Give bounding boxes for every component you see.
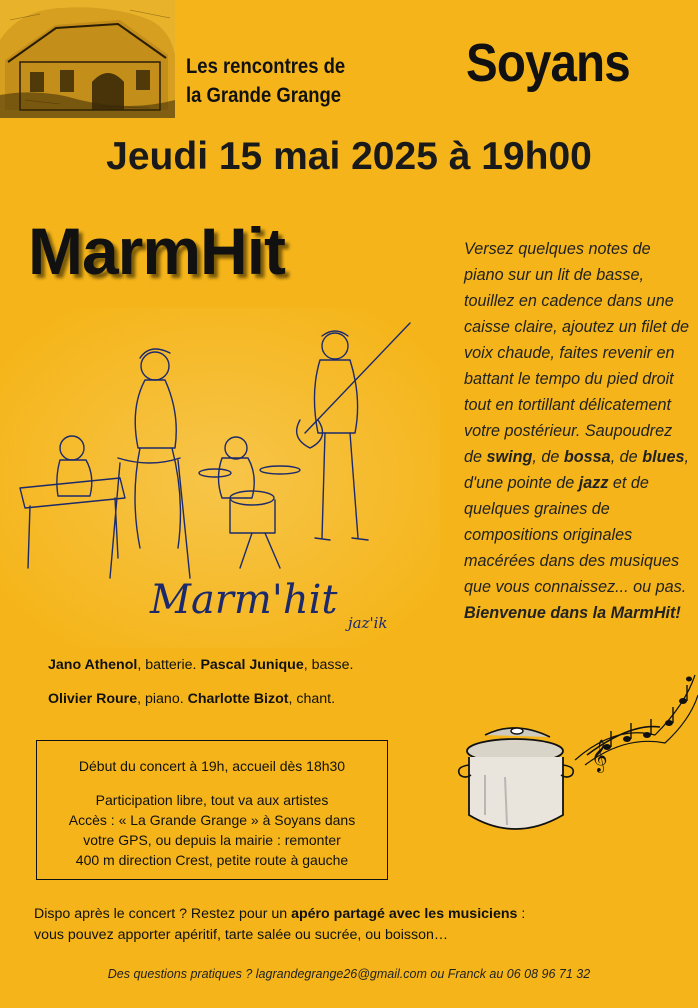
cooking-pot-music-notes-illustration [455,665,698,855]
desc-blues: blues [642,448,685,466]
apero-bold: apéro partagé avec les musiciens [291,906,518,922]
info-access-1: Accès : « La Grande Grange » à Soyans dans [68,812,356,828]
info-participation: Participation libre, tout va aux artistes [95,792,329,808]
pot-icon [459,728,574,829]
logo-script: Marm'hit [150,577,338,623]
desc-swing: swing [486,448,533,466]
desc-part2: et de quelques graines de compositions originales macérées dans des musiques que vous connaissez... ou pas. [464,474,687,596]
barn-illustration [0,0,175,118]
musician-name: Pascal Junique [200,657,304,673]
venue-line-1: Les rencontres de [186,55,346,78]
venue-title [186,52,345,110]
band-description [464,236,692,626]
band-drawing [0,308,440,648]
town-name: Soyans [466,33,630,93]
apero-pre: Dispo après le concert ? Restez pour un [34,906,292,922]
musician-role: , chant. [288,691,336,707]
info-access-3: 400 m direction Crest, petite route à gauche [75,852,349,868]
music-notes-icon [603,677,692,751]
contact-line: Des questions pratiques ? lagrandegrange26@gmail.com ou Franck au 06 08 96 71 32 [107,967,591,981]
desc-sep3: , d'une pointe de [464,448,689,492]
musician-role: , piano. [137,691,188,707]
logo-sub: jaz'ik [348,614,388,632]
musicians-line-1 [48,657,353,673]
info-access-2: votre GPS, ou depuis la mairie : remonter [83,832,341,848]
treble-clef-icon: 𝄞 [591,739,608,772]
venue-line-2: la Grande Grange [186,84,342,107]
apero-notice [34,904,674,946]
musician-name: Olivier Roure [48,691,138,707]
apero-post: : [517,906,526,922]
musician-role: , batterie. [137,657,201,673]
info-start-time: Début du concert à 19h, accueil dès 18h30 [78,758,346,774]
desc-sep1: , de [532,448,564,466]
musicians-line-2 [48,691,335,707]
apero-line-2: vous pouvez apporter apéritif, tarte salée ou sucrée, ou boisson… [34,927,449,943]
musician-name: Jano Athenol [48,657,138,673]
desc-sep2: , de [610,448,643,466]
musician-name: Charlotte Bizot [187,691,289,707]
desc-jazz: jazz [578,474,609,492]
practical-info-box [36,740,388,880]
event-date: Jeudi 15 mai 2025 à 19h00 [106,135,592,178]
desc-bossa: bossa [563,448,611,466]
desc-part1: Versez quelques notes de piano sur un lit de basse, touillez en cadence dans une caisse claire, ajoutez un filet de voix chaude, faites revenir en battant le tempo du pied droit tout en tortillant délicatement votre postérieur. Saupoudrez de [464,240,689,466]
band-name: MarmHit [28,214,286,288]
musician-role: , basse. [303,657,354,673]
desc-welcome: Bienvenue dans la MarmHit! [464,604,681,622]
